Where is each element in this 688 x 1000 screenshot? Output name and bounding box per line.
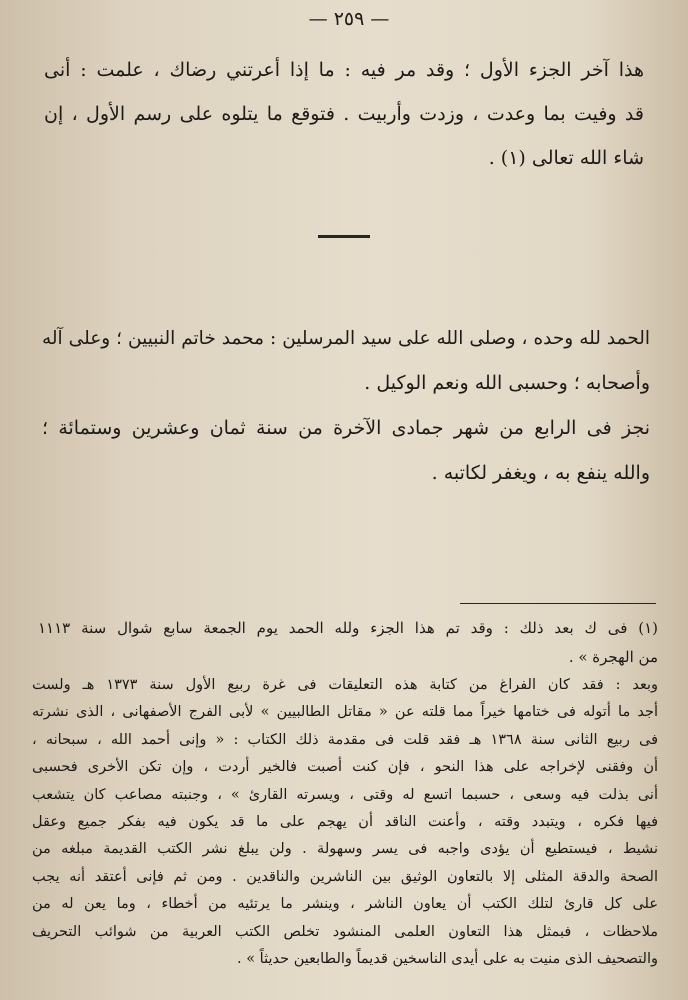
afterword-line: فى ربيع الثانى سنة ١٣٦٨ هـ فقد قلت فى مقدمة ذلك الكتاب : « وإنى أحمد الله ، سبحانه ، [32,731,658,748]
doxology-line: الحمد لله وحده ، وصلى الله على سيد المرسلين : محمد خاتم النبيين ؛ وعلى آله [42,328,650,349]
page-number: — ٢٥٩ — [308,8,390,30]
afterword-line: أنى بذلت فيه وسعى ، حسبما اتسع له وقتى ، ويسرته القارئ » ، وجنبته مصاعب كان يتشعب [32,786,658,803]
footnote-rule [460,603,656,604]
section-separator [318,235,370,238]
colophon-line: والله ينفع به ، ويغفر لكاتبه . [431,462,650,484]
afterword-line: فيها فكره ، ويتبدد وقته ، وأعنت الناقد أن يهجم على ما قد يكون فيه بفكر جميع وعقل [32,814,658,831]
footnote-line: (١) فى ك بعد ذلك : وقد تم هذا الجزء ولله الحمد يوم الجمعة سابع شوال سنة ١١١٣ [38,619,658,637]
afterword-line: على كل قارئ لتلك الكتب أن يعاون الناشر ، وينشر ما يرتئيه من أخطاء ، وما يعن له من [32,896,658,913]
footnote-line: من الهجرة » . [568,648,658,666]
afterword-line: أن وفقنى لإخراجه على هذا النحو ، فإن كنت أصبت فالخير أردت ، وإن تكن الأخرى فحسبى [32,759,658,776]
doxology-line: وأصحابه ؛ وحسبى الله ونعم الوكيل . [364,372,650,394]
afterword-line: نشيط ، فيستطيع أن يؤدى واجبه فى يسر وسهولة . ولن يبلغ نشر الكتب القديمة مبلغه من [32,841,658,858]
doxology-paragraph [42,316,650,496]
afterword-line: ملاحظات ، فبمثل هذا التعاون العلمى المنشود تخلص الكتب العربية من شوائب التحريف [32,923,658,940]
afterword-line: أجد ما أتوله فى ختامها خيراً مما قلته عن « مقاتل الطالبيين » لأبى الفرج الأصفهانى ، الذى نشرته [32,704,658,721]
closing-line: قد وفيت بما وعدت ، وزدت وأربيت . فتوقع ما يتلوه على رسم الأول ، إن [44,103,644,125]
colophon-line: نجز فى الرابع من شهر جمادى الآخرة من سنة ثمان وعشرين وستمائة ؛ [42,417,650,439]
volume-closing-paragraph [44,48,644,180]
footnote-1 [38,614,658,672]
closing-line: شاء الله تعالى (١) . [488,147,644,169]
afterword-line: وبعد : فقد كان الفراغ من كتابة هذه التعليقات فى غرة ربيع الأول سنة ١٣٧٣ هـ ولست [32,677,658,693]
closing-line: هذا آخر الجزء الأول ؛ وقد مر فيه : ما إذا أعرتني رضاك ، علمت : أنى [44,59,644,81]
afterword-line: الصحة والدقة المثلى إلا بالتعاون الوثيق بين الناشرين والناقدين . ومن ثم فإنى أعتقد أنه يجب [32,868,658,885]
editor-afterword [32,672,658,973]
afterword-line: والتصحيف الذى منيت به على أيدى الناسخين قديماً والطابعين حديثاً » . [236,951,658,968]
